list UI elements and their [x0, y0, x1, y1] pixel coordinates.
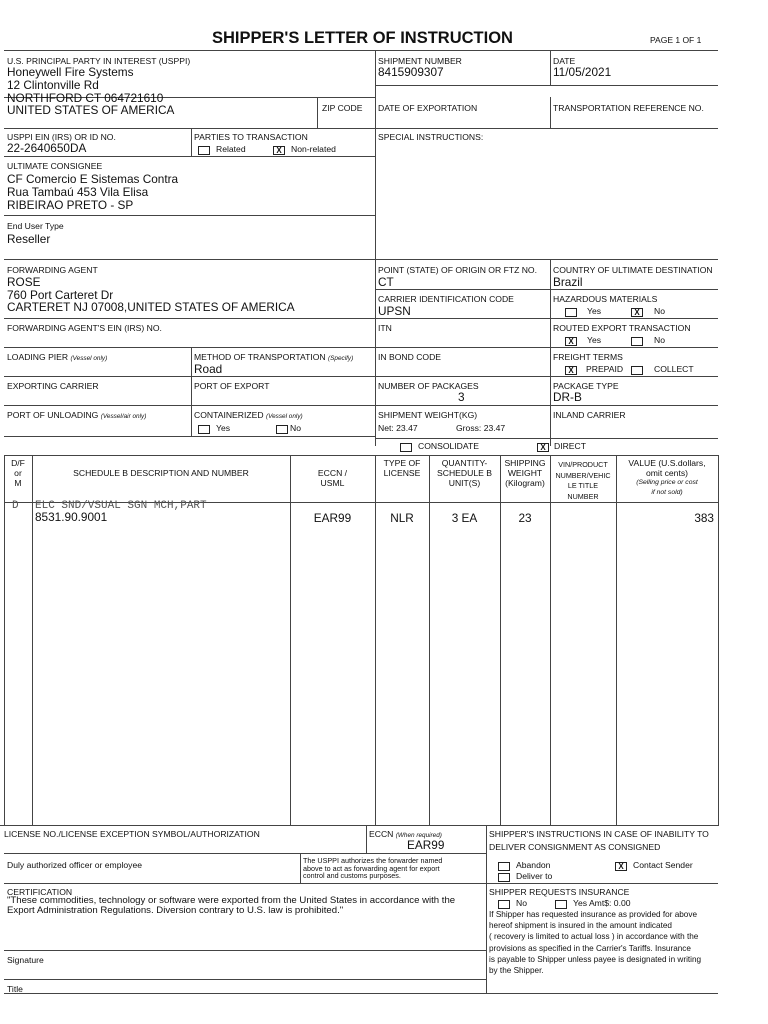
carrier-id-label: CARRIER IDENTIFICATION CODE: [378, 294, 514, 304]
col-weight-header: SHIPPING WEIGHT (Kilogram): [504, 458, 546, 488]
hazmat-no-checkbox[interactable]: X: [631, 308, 643, 317]
item-df: D: [12, 500, 19, 512]
packages-value: 3: [458, 390, 465, 404]
insurance-no-checkbox[interactable]: [498, 900, 510, 909]
consignee-line-2: Rua Tambaú 453 Vila Elisa: [7, 185, 149, 199]
net-weight: Net: 23.47: [378, 423, 418, 433]
origin-value: CT: [378, 275, 394, 289]
itn-label: ITN: [378, 323, 392, 333]
consignee-line-1: CF Comercio E Sistemas Contra: [7, 172, 179, 186]
eccn-required-label: ECCN (When required): [369, 829, 442, 839]
item-schedule-b: 8531.90.9001: [35, 510, 108, 524]
usppi-line-3: NORTHFORD CT 064721610: [7, 91, 164, 105]
insurance-label: SHIPPER REQUESTS INSURANCE: [489, 887, 630, 897]
eccn-required-value: EAR99: [407, 838, 445, 852]
method-transport-value: Road: [194, 362, 223, 376]
item-quantity: 3 EA: [451, 511, 478, 525]
col-eccn-header: ECCN / USML: [317, 468, 348, 488]
port-unloading-label: PORT OF UNLOADING (Vessel/air only): [7, 410, 147, 420]
origin-label: POINT (STATE) OF ORIGIN OR FTZ NO.: [378, 265, 537, 275]
carrier-id-value: UPSN: [378, 304, 411, 318]
collect-checkbox[interactable]: [631, 366, 643, 375]
loading-pier-label: LOADING PIER (Vessel only): [7, 352, 108, 362]
routed-yes-label: Yes: [587, 335, 602, 345]
shipment-number-label: SHIPMENT NUMBER: [378, 56, 462, 66]
usppi-line-4: UNITED STATES OF AMERICA: [7, 103, 175, 117]
item-value: 383: [694, 511, 714, 525]
consolidate-label: CONSOLIDATE: [418, 441, 479, 451]
routed-yes-checkbox[interactable]: X: [565, 337, 577, 346]
transportation-reference-label: TRANSPORTATION REFERENCE NO.: [553, 103, 704, 113]
country-destination-value: Brazil: [553, 275, 583, 289]
consignee-label: ULTIMATE CONSIGNEE: [7, 161, 103, 171]
usppi-line-1: Honeywell Fire Systems: [7, 65, 134, 79]
containerized-no-label: No: [290, 423, 301, 433]
item-eccn: EAR99: [313, 511, 352, 525]
date-value: 11/05/2021: [553, 65, 612, 79]
consolidate-checkbox[interactable]: [400, 443, 412, 452]
certification-text: "These commodities, technology or software were exported from the United States in accordance with the Export Administration Regulations. Diversion contrary to U.S. law is prohibited.": [7, 895, 456, 916]
col-df-header: D/F or M: [11, 458, 25, 488]
item-license: NLR: [390, 511, 414, 525]
hazmat-label: HAZARDOUS MATERIALS: [553, 294, 658, 304]
direct-checkbox[interactable]: X: [537, 443, 549, 452]
related-label: Related: [216, 144, 246, 154]
document-title: SHIPPER'S LETTER OF INSTRUCTION: [212, 29, 513, 47]
end-user-type-value: Reseller: [7, 232, 51, 246]
date-of-exportation-label: DATE OF EXPORTATION: [378, 103, 478, 113]
shipment-weight-label: SHIPMENT WEIGHT(KG): [378, 410, 478, 420]
inability-label-1: SHIPPER'S INSTRUCTIONS IN CASE OF INABILITY TO: [489, 829, 709, 839]
usppi-line-2: 12 Clintonville Rd: [7, 78, 99, 92]
forwarder-ein-label: FORWARDING AGENT'S EIN (IRS) NO.: [7, 323, 162, 333]
package-type-value: DR-B: [553, 390, 582, 404]
method-transport-label: METHOD OF TRANSPORTATION (Specify): [194, 352, 354, 362]
col-quantity-header: QUANTITY- SCHEDULE B UNIT(S): [437, 458, 492, 488]
hazmat-yes-label: Yes: [587, 306, 602, 316]
hazmat-yes-checkbox[interactable]: [565, 308, 577, 317]
inability-label-2: DELIVER CONSIGNMENT AS CONSIGNED: [489, 842, 661, 852]
col-value-header: VALUE (U.S.dollars, omit cents) (Selling price or cost if not sold): [628, 458, 706, 496]
nonrelated-checkbox[interactable]: X: [273, 146, 285, 155]
signature-label: Signature: [7, 955, 44, 965]
packages-label: NUMBER OF PACKAGES: [378, 381, 479, 391]
usppi-label: U.S. PRINCIPAL PARTY IN INTEREST (USPPI): [7, 56, 191, 66]
officer-label: Duly authorized officer or employee: [7, 860, 143, 870]
hazmat-no-label: No: [654, 306, 665, 316]
routed-export-label: ROUTED EXPORT TRANSACTION: [553, 323, 691, 333]
deliver-to-label: Deliver to: [516, 871, 553, 881]
prepaid-label: PREPAID: [586, 364, 624, 374]
abandon-label: Abandon: [516, 860, 551, 870]
in-bond-code-label: IN BOND CODE: [378, 352, 442, 362]
insurance-yes-label: Yes Amt$: 0.00: [573, 898, 631, 908]
item-weight: 23: [518, 511, 532, 525]
prepaid-checkbox[interactable]: X: [565, 366, 577, 375]
related-checkbox[interactable]: [198, 146, 210, 155]
usppi-ein-value: 22-2640650DA: [7, 141, 87, 155]
abandon-checkbox[interactable]: [498, 862, 510, 871]
containerized-no-checkbox[interactable]: [276, 425, 288, 434]
routed-no-label: No: [654, 335, 665, 345]
auth-text: The USPPI authorizes the forwarder named above to act as forwarding agent for export control and customs purposes.: [303, 856, 443, 880]
containerized-yes-checkbox[interactable]: [198, 425, 210, 434]
exporting-carrier-label: EXPORTING CARRIER: [7, 381, 99, 391]
certification-label: CERTIFICATION: [7, 887, 73, 897]
contact-sender-label: Contact Sender: [633, 860, 693, 870]
inland-carrier-label: INLAND CARRIER: [553, 410, 626, 420]
col-license-header: TYPE OF LICENSE: [383, 458, 421, 478]
parties-label: PARTIES TO TRANSACTION: [194, 132, 308, 142]
col-description-header: SCHEDULE B DESCRIPTION AND NUMBER: [73, 468, 249, 478]
shipment-number-value: 8415909307: [378, 65, 444, 79]
contact-sender-checkbox[interactable]: X: [615, 862, 627, 871]
item-description: ELC SND/VSUAL SGN MCH,PART: [35, 500, 207, 512]
collect-label: COLLECT: [654, 364, 694, 374]
nonrelated-label: Non-related: [291, 144, 336, 154]
forwarding-agent-line-3: CARTERET NJ 07008,UNITED STATES OF AMERICA: [7, 300, 295, 314]
routed-no-checkbox[interactable]: [631, 337, 643, 346]
special-instructions-label: SPECIAL INSTRUCTIONS:: [378, 132, 484, 142]
page-number: PAGE 1 OF 1: [650, 35, 702, 45]
insurance-yes-checkbox[interactable]: [555, 900, 567, 909]
freight-terms-label: FREIGHT TERMS: [553, 352, 623, 362]
consignee-line-3: RIBEIRAO PRETO - SP: [7, 198, 134, 212]
package-type-label: PACKAGE TYPE: [553, 381, 619, 391]
zip-code-label: ZIP CODE: [322, 103, 363, 113]
usppi-ein-label: USPPI EIN (IRS) OR ID NO.: [7, 132, 116, 142]
end-user-type-label: End User Type: [7, 221, 64, 231]
forwarding-agent-line-2: 760 Port Carteret Dr: [7, 288, 114, 302]
title-rule: [4, 50, 718, 51]
date-label: DATE: [553, 56, 576, 66]
insurance-no-label: No: [516, 898, 527, 908]
license-no-label: LICENSE NO./LICENSE EXCEPTION SYMBOL/AUTHORIZATION: [4, 829, 260, 839]
forwarding-agent-label: FORWARDING AGENT: [7, 265, 98, 275]
title-field-label: Title: [7, 984, 23, 994]
containerized-label: CONTAINERIZED (Vessel only): [194, 410, 303, 420]
deliver-to-checkbox[interactable]: [498, 873, 510, 882]
gross-weight: Gross: 23.47: [456, 423, 506, 433]
insurance-text: If Shipper has requested insurance as provided for above hereof shipment is insured in the amount indicated ( recovery is limited to actual loss ) in accordance with the provisions as specified in the Carrier's Tariffs. Insurance is payable to Shipper unless payee is designated in writing by the Shipper.: [489, 910, 702, 976]
containerized-yes-label: Yes: [216, 423, 231, 433]
direct-label: DIRECT: [554, 441, 586, 451]
forwarding-agent-line-1: ROSE: [7, 275, 41, 289]
port-export-label: PORT OF EXPORT: [194, 381, 270, 391]
col-vin-header: VIN/PRODUCT NUMBER/VEHIC LE TITLE NUMBER: [555, 460, 611, 501]
country-destination-label: COUNTRY OF ULTIMATE DESTINATION: [553, 265, 713, 275]
